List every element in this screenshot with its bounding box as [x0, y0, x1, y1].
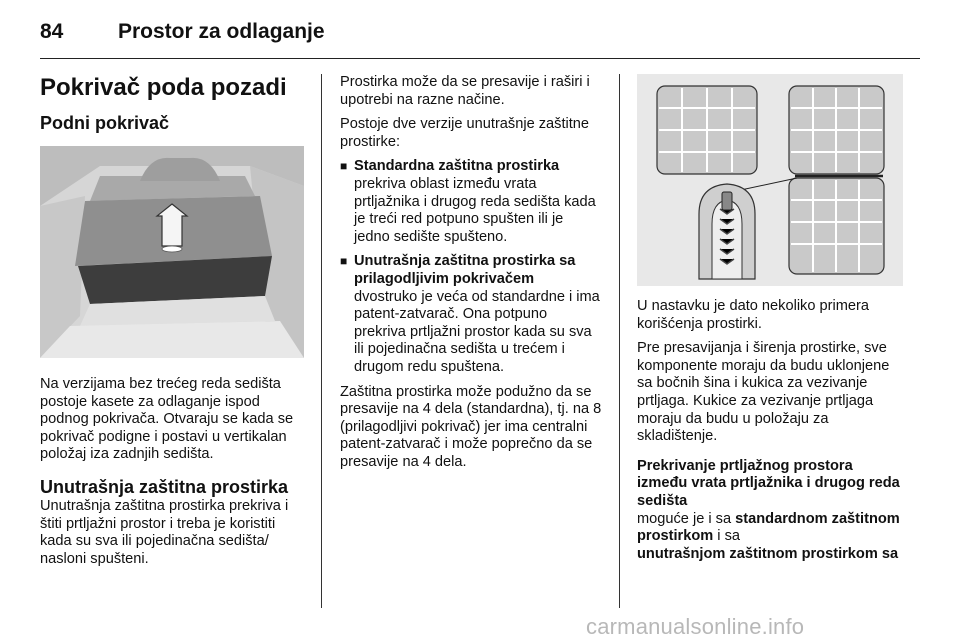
chapter-title: Prostor za odlaganje: [118, 20, 325, 43]
trunk-floor-photo: [40, 146, 304, 358]
paragraph: Unutrašnja zaštitna prostirka prekriva i štiti prtljažni prostor i treba je koristiti kada su sva ili pojedinačna sedišta/ nasloni spušteni.: [40, 497, 289, 567]
paragraph: U nastavku je dato nekoliko primera korišćenja prostirki.: [637, 298, 869, 332]
list-item-title: Unutrašnja zaštitna prostirka sa prilagodljivim pokrivačem: [354, 253, 576, 287]
paragraph-heading: Prekrivanje prtljažnog prostora između vrata prtljažnika i drugog reda sedišta: [637, 457, 900, 509]
trunk-illustration: [40, 146, 304, 358]
text-run-bold: standardnom zaštitnom prostirkom: [637, 510, 900, 545]
list-item-text: dvostruko je veća od standardne i ima patent-zatvarač. Ona potpuno prekriva prtljažni prostor kada su sva ili pojedinačna sedišta u trećem i drugom redu spuštena.: [354, 288, 600, 375]
text-run: moguće je i sa: [637, 510, 736, 527]
paragraph: Prostirka može da se presavije i raširi i upotrebi na razne načine.: [340, 74, 590, 108]
zipper-mat-illustration: [637, 74, 903, 286]
section-title: Pokrivač poda pozadi: [40, 74, 287, 101]
watermark: carmanualsonline.info: [586, 614, 805, 639]
text-run-bold: unutrašnjom zaštitnom prostirkom sa: [637, 545, 899, 562]
subsection-title: Podni pokrivač: [40, 113, 170, 133]
paragraph: [637, 458, 903, 564]
paragraph: Postoje dve verzije unutrašnje zaštitne prostirke:: [340, 116, 590, 150]
bullet-icon: ■: [340, 159, 348, 174]
column-divider: [321, 74, 322, 608]
section-title: Unutrašnja zaštitna prostirka: [40, 476, 289, 497]
list-item-title: Standardna zaštitna prostirka: [354, 158, 560, 175]
list-item: [340, 158, 602, 246]
list-item-text: prekriva oblast između vrata prtljažnika i drugog reda sedišta kada je treći red potpuno spušten ili je jedno sedište spušteno.: [354, 175, 596, 245]
text-run: i sa: [713, 528, 740, 545]
paragraph: Zaštitna prostirka može podužno da se presavije na 4 dela (standardna), tj. na 8 (prilagodljivi pokrivač) jer ima centralni patent-zatvarač i može poprečno da se presavije na 4 dela.: [340, 383, 602, 470]
column-1: [40, 74, 304, 575]
bullet-icon: ■: [340, 254, 348, 269]
column-3: [637, 74, 903, 570]
page-header: [40, 18, 920, 59]
list-item: [340, 253, 602, 376]
column-divider: [619, 74, 620, 608]
column-2: [340, 74, 602, 478]
page-number: 84: [40, 20, 64, 43]
paragraph: Pre presavijanja i širenja prostirke, sve komponente moraju da budu uklonjene sa bočnih šina i kukica za vezivanje prtljaga. Kukice za vezivanje prtljaga moraju da budu u položaju za skladištenje.: [637, 340, 890, 445]
paragraph: Na verzijama bez trećeg reda sedišta postoje kasete za odlaganje ispod podnog pokrivača. Otvaraju se kada se pokrivač podigne i postavi u vertikalan položaj iza zadnjih sedišta.: [40, 376, 294, 463]
mat-diagram: [637, 74, 903, 286]
